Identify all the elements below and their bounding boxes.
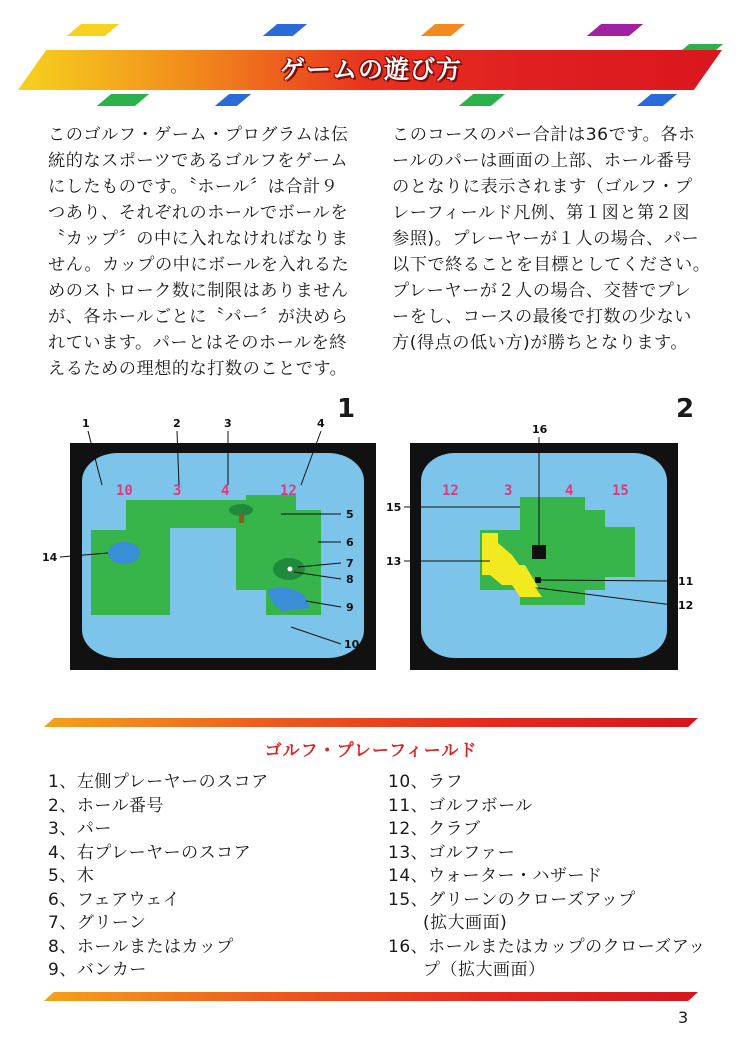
legend-item: 3、パー: [48, 819, 112, 839]
callout-15: 15: [386, 501, 402, 514]
legend-item: 9、バンカー: [48, 960, 147, 980]
par: 4: [565, 483, 574, 499]
score-left: 10: [116, 483, 133, 499]
legend-item: (拡大画面): [388, 913, 508, 933]
score-right: 15: [612, 483, 629, 499]
decorative-stripe-blue: [637, 94, 677, 106]
callout-6: 6: [346, 536, 354, 549]
legend-item: 8、ホールまたはカップ: [48, 936, 234, 957]
callout-1: 1: [82, 417, 90, 430]
legend-item: 13、ゴルファー: [388, 842, 516, 863]
cup-closeup: [532, 545, 546, 559]
legend-item: プ（拡大画面）: [388, 960, 546, 980]
legend-item: 15、グリーンのクローズアップ: [388, 889, 636, 910]
legend-list-right: [388, 771, 706, 983]
legend-item: 2、ホール番号: [48, 795, 164, 816]
callout-9: 9: [346, 601, 354, 614]
water-hazard: [108, 542, 140, 564]
score-right: 12: [280, 483, 297, 499]
par: 4: [221, 483, 230, 499]
hole-number: 3: [504, 483, 513, 499]
decorative-stripe-orange: [421, 24, 465, 36]
decorative-stripe-blue: [215, 94, 251, 106]
legend-list-left: [48, 771, 269, 983]
decorative-stripe-green: [97, 94, 149, 106]
legend-item: 1、左側プレーヤーのスコア: [48, 772, 269, 792]
figure-1-number: 1: [337, 394, 356, 424]
intro-text-right: このコースのパー合計は36です。各ホ ールのパーは画面の上部、ホール番号 のとなりに表示されます（ゴルフ・プ レーフィールド凡例、第１図と第２図 参照)。プレーヤーが１人の場合、パー 以下で終ることを目標としてください。 プレーヤーが２人の場合、交替でプレ ーをし、コースの最後で打数の少ない 方(得点の低い方)が勝ちとなります。: [392, 125, 711, 353]
legend-bottom-bar: [44, 992, 698, 1001]
decorative-stripe-green: [459, 94, 505, 106]
figure-2: [380, 415, 702, 670]
callout-16: 16: [532, 423, 548, 436]
callout-3: 3: [224, 417, 232, 430]
callout-14: 14: [42, 551, 58, 564]
legend-item: 6、フェアウェイ: [48, 889, 181, 910]
tree-trunk: [239, 513, 244, 523]
callout-2: 2: [173, 417, 181, 430]
callout-12: 12: [678, 599, 694, 612]
hole-number: 3: [173, 483, 182, 499]
figure-2-number: 2: [676, 394, 695, 424]
legend-item: 7、グリーン: [48, 913, 147, 933]
callout-4: 4: [317, 417, 325, 430]
legend-item: 11、ゴルフボール: [388, 795, 533, 816]
figure-1: [36, 415, 382, 670]
legend-item: 4、右プレーヤーのスコア: [48, 842, 252, 863]
legend-top-bar: [44, 718, 698, 727]
figure-2-screen: [380, 415, 702, 670]
legend-item: 12、クラブ: [388, 819, 481, 839]
legend-item: 14、ウォーター・ハザード: [388, 866, 603, 886]
page-title: ゲームの遊び方: [279, 55, 462, 84]
callout-8: 8: [346, 573, 354, 586]
callout-5: 5: [346, 508, 354, 521]
callout-11: 11: [678, 575, 694, 588]
callout-7: 7: [346, 557, 354, 570]
figure-1-screen: [36, 415, 382, 670]
legend-heading: ゴルフ・プレーフィールド: [264, 741, 478, 761]
callout-13: 13: [386, 555, 402, 568]
legend-item: 16、ホールまたはカップのクローズアッ: [388, 936, 706, 957]
legend-item: 10、ラフ: [388, 772, 464, 792]
decorative-stripe-blue: [263, 24, 307, 36]
cup: [288, 567, 293, 572]
legend-item: 5、木: [48, 866, 95, 886]
callout-10: 10: [344, 638, 360, 651]
score-left: 12: [442, 483, 459, 499]
golf-ball: [535, 577, 541, 583]
decorative-stripe-yellow: [67, 24, 119, 36]
intro-text-left: このゴルフ・ゲーム・プログラムは伝 統的なスポーツであるゴルフをゲーム にしたものです。〝ホール〞は合計９ つあり、それぞれのホールでボールを 〝カップ〞の中に入れなければなりま せん。カップの中にボールを入れるた めのストローク数に制限はありません が、各ホールごとに〝パー〞が決めら れています。パーとはそのホールを終 えるための理想的な打数のことです。: [48, 125, 350, 379]
page-number: 3: [678, 1008, 689, 1027]
decorative-stripe-purple: [587, 24, 643, 36]
